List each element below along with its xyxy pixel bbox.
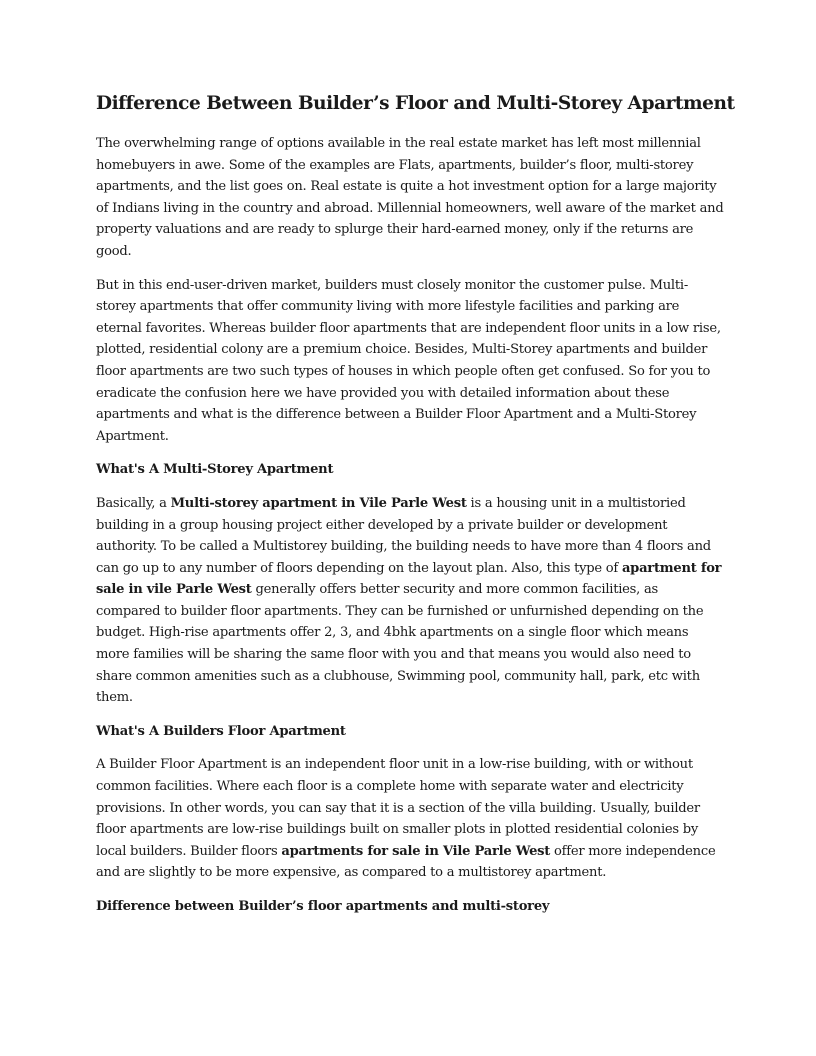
page-title: Difference Between Builder’s Floor and Multi-Storey Apartment bbox=[96, 93, 735, 114]
intro-paragraph-2: But in this end-user-driven market, builders must closely monitor the customer pulse. Multi-storey apartments that offer community living with more lifestyle facilities and parking are eternal favorites. Whereas builder floor apartments that are independent floor units in a low rise, plotted, residential colony are a premium choice. Besides, Multi-Storey apartments and builder floor apartments are two such types of houses in which people often get confused. So for you to eradicate the confusion here we have provided you with detailed information about these apartments and what is the difference between a Builder Floor Apartment and a Multi-Storey Apartment. bbox=[96, 277, 721, 444]
apartments-sale-link[interactable]: apartments for sale in Vile Parle West bbox=[281, 843, 551, 859]
text-run: is a housing unit in a multistoried building in a group housing project either developed by a private builder or development authority. To be called a Multistorey building, the building needs to have more than 4 floors and can go up to any number of floors depending on the layout plan. Also, this type of bbox=[96, 495, 711, 576]
builder-floor-heading: What's A Builders Floor Apartment bbox=[96, 723, 346, 739]
difference-heading: Difference between Builder’s floor apartments and multi-storey bbox=[96, 899, 550, 914]
builder-floor-paragraph bbox=[96, 754, 724, 884]
apartment-sale-link[interactable]: apartment for sale in vile Parle West bbox=[96, 560, 722, 598]
multi-storey-heading: What's A Multi-Storey Apartment bbox=[96, 462, 334, 478]
document-page bbox=[96, 92, 735, 930]
text-run: A Builder Floor Apartment is an independent floor unit in a low-rise building, with or without common facilities. Where each floor is a complete home with separate water and electricity provisions. In other words, you can say that it is a section of the villa building. Usually, builder floor apartments are low-rise buildings built on smaller plots in plotted residential colonies by local builders. Builder floors bbox=[96, 757, 700, 859]
text-run: offer more independence and are slightly to be more expensive, as compared to a multistorey apartment. bbox=[96, 843, 716, 881]
text-run: generally offers better security and more common facilities, as compared to builder floor apartments. They can be furnished or unfurnished depending on the budget. High-rise apartments offer 2, 3, and 4bhk apartments on a single floor which means more families will be sharing the same floor with you and that means you would also need to share common amenities such as a clubhouse, Swimming pool, community hall, park, etc with them. bbox=[96, 582, 704, 706]
text-run: Basically, a bbox=[96, 495, 171, 511]
multi-storey-paragraph bbox=[96, 493, 724, 709]
intro-paragraph-1: The overwhelming range of options available in the real estate market has left most millennial homebuyers in awe. Some of the examples are Flats, apartments, builder’s floor, multi-storey apartments, and the list goes on. Real estate is quite a hot investment option for a large majority of Indians living in the country and abroad. Millennial homeowners, well aware of the market and property valuations and are ready to splurge their hard-earned money, only if the returns are good. bbox=[96, 136, 724, 259]
multi-storey-link[interactable]: Multi-storey apartment in Vile Parle West bbox=[170, 495, 467, 511]
